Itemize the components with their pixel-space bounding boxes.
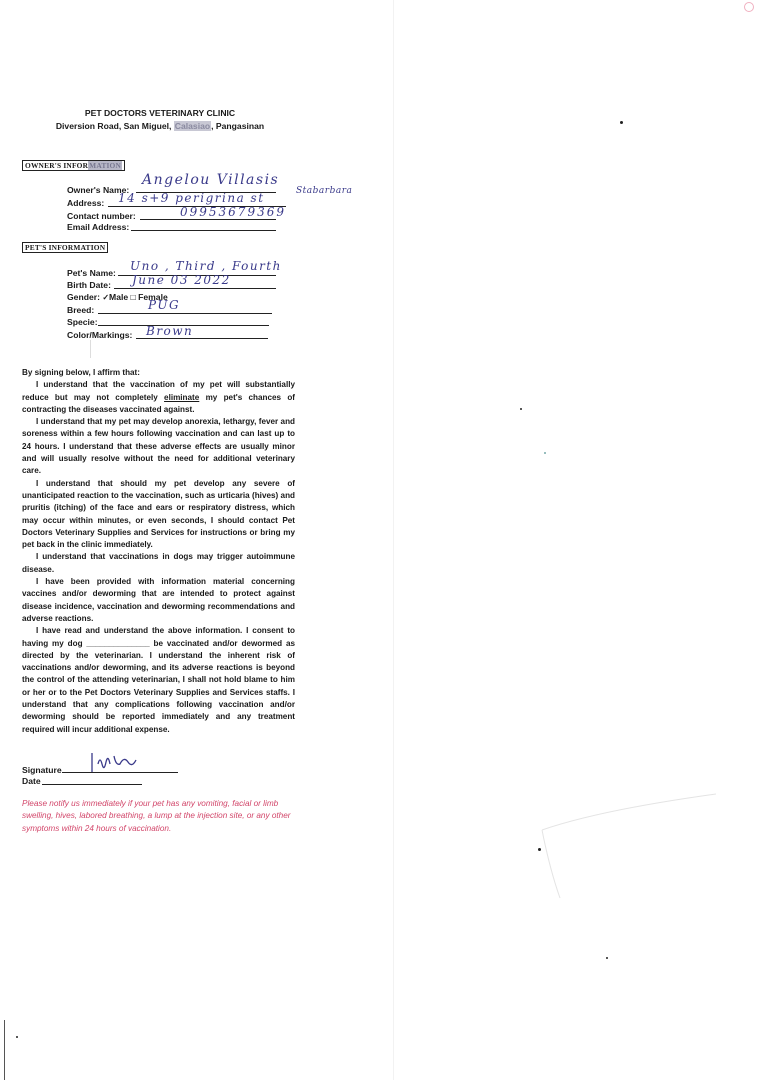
pet-name-value: Uno , Third , Fourth xyxy=(130,259,282,273)
clinic-address xyxy=(25,121,295,131)
color-label: Color/Markings: xyxy=(67,330,133,340)
birth-date-label: Birth Date: xyxy=(67,280,111,290)
date-field[interactable] xyxy=(42,771,142,785)
address-post: , Pangasinan xyxy=(211,121,265,131)
address-pre: Diversion Road, San Miguel, xyxy=(55,121,174,131)
consent-paragraph-2: I understand that my pet may develop anorexia, lethargy, fever and soreness within a few hours following vaccination and can last up to 24 hours. I understand that these adverse effects are usually minor and will usually resolve without the need for additional veterinary care. xyxy=(22,417,295,476)
owner-title-visible: OWNER'S INFOR xyxy=(25,161,89,170)
scan-speck xyxy=(16,1036,18,1038)
owner-title-obscured: MATION xyxy=(89,161,122,170)
fold-line xyxy=(393,0,394,1080)
notice-text: Please notify us immediately if your pet has any vomiting, facial or limb swelling, hives, labored breathing, a lump at the injection site, or any other symptoms within 24 hours of vaccination. xyxy=(22,799,291,833)
gender-male-label: Male xyxy=(109,292,129,302)
consent-text xyxy=(22,367,295,736)
gender-female-label: Female xyxy=(138,292,168,302)
clinic-name: PET DOCTORS VETERINARY CLINIC xyxy=(84,108,236,118)
contact-label: Contact number: xyxy=(67,211,136,221)
address-extra: Stabarbara xyxy=(296,186,353,196)
address-value: 14 s+9 perigrina st xyxy=(118,191,265,205)
owner-name-value: Angelou Villasis xyxy=(142,172,280,188)
p1-text-b: my pet's chances of contracting the diseases vaccinated against. xyxy=(22,392,295,414)
address-redacted: Calasiao xyxy=(174,121,211,131)
breed-value: PUG xyxy=(148,298,181,312)
address-label: Address: xyxy=(67,198,105,208)
faint-mark xyxy=(90,340,101,358)
scan-speck xyxy=(620,121,623,124)
faint-curve xyxy=(540,790,720,900)
scan-speck xyxy=(544,452,546,454)
email-label: Email Address: xyxy=(67,222,130,232)
consent-paragraph-1 xyxy=(22,379,295,416)
gender-female-checkbox[interactable]: □ xyxy=(130,292,136,302)
p1-text-a: I understand that the vaccination of my pet will substantially reduce but may not completely xyxy=(22,380,295,402)
owner-section-title xyxy=(22,160,125,171)
consent-paragraph-4: I understand that vaccinations in dogs may trigger autoimmune disease. xyxy=(22,552,295,574)
email-field[interactable] xyxy=(131,217,276,231)
scan-speck xyxy=(606,957,608,959)
consent-intro: By signing below, I affirm that: xyxy=(22,368,140,377)
pet-section-title: PET'S INFORMATION xyxy=(22,242,108,253)
specie-label: Specie: xyxy=(67,317,98,327)
p6-text-a: I have read and understand the above information. I consent to having my dog xyxy=(22,626,295,648)
corner-mark xyxy=(744,2,754,12)
scan-speck xyxy=(520,408,522,410)
birth-date-value: June 03 2022 xyxy=(132,273,231,287)
gender-male-check[interactable]: ✓ xyxy=(102,293,110,302)
p6-text-b: be vaccinated and/or dewormed as directed by the veterinarian. I understand the inherent risk of vaccinations and/or deworming, and its adverse reactions is beyond the control of the attending veterinarian, I shall not hold blame to him or her or to the Pet Doctors Veterinary Supplies and Services staffs. I understand that any complications following vaccination and/or deworming should be reported immediately and any treatment required will incur additional expense. xyxy=(22,638,295,734)
color-value: Brown xyxy=(146,324,194,338)
consent-paragraph-5: I have been provided with information material concerning vaccines and/or deworming that are intended to protect against disease incidence, vaccination and deworming recommendations and adverse reactions. xyxy=(22,577,295,623)
p1-underlined: eliminate xyxy=(164,392,200,402)
signature-label: Signature xyxy=(22,765,62,775)
contact-value: 09953679369 xyxy=(180,205,286,219)
dog-name-blank[interactable]: ______________ xyxy=(86,638,150,648)
scan-edge-line xyxy=(4,1020,5,1080)
date-label: Date xyxy=(22,776,41,786)
breed-label: Breed: xyxy=(67,305,95,315)
consent-paragraph-3: I understand that should my pet develop any severe of unanticipated reaction to the vaccination, such as urticaria (hives) and pruritis (itching) of the face and ears or respiratory distress, which may occur within minutes, or even seconds, I should contact Pet Doctors Veterinary Supplies and Services for instructions or bring my pet back in the clinic immediately. xyxy=(22,478,295,550)
consent-paragraph-6 xyxy=(22,625,295,736)
gender-label: Gender: xyxy=(67,292,100,302)
pet-name-label: Pet's Name: xyxy=(67,268,116,278)
owner-name-label: Owner's Name: xyxy=(67,185,130,195)
